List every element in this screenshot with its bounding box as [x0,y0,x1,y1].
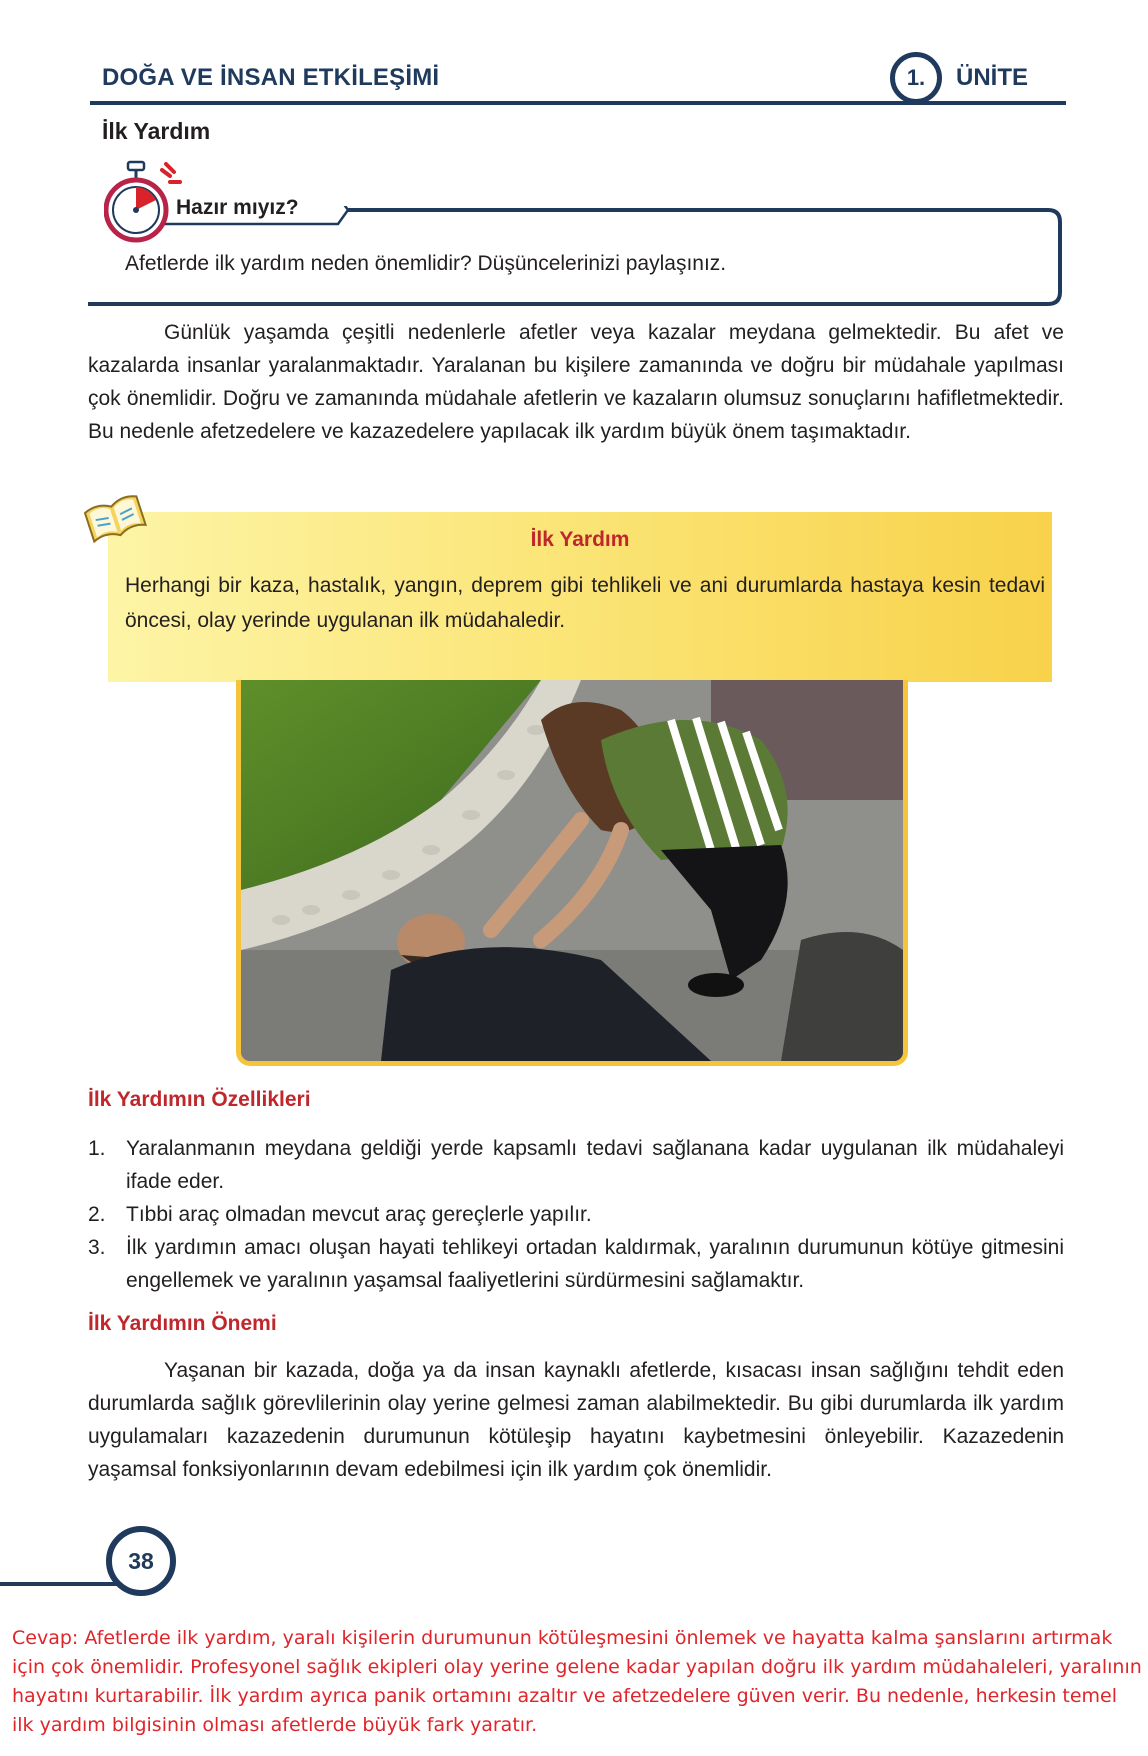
section-title: İlk Yardım [102,118,211,144]
page-header-title: DOĞA VE İNSAN ETKİLEŞİMİ [102,64,440,91]
list-item-text: Yaralanmanın meydana geldiği yerde kapsamlı tedavi sağlanana kadar uygulanan ilk müdahaleyi ifade eder. [126,1137,1064,1193]
intro-paragraph-text: Günlük yaşamda çeşitli nedenlerle afetler veya kazalar meydana gelmektedir. Bu afet ve kazalarda insanlar yaralanmaktadır. Yaralanan bu kişilere zamanında ve doğru bir müdahale yapılması çok önemlidir. Doğru ve zamanında müdahale afetlerin ve kazaların olumsuz sonuçlarını hafifletmektedir. Bu nedenle afetzedelere ve kazazedelere yapılacak ilk yardım büyük önem taşımaktadır. [88,321,1064,443]
answer-text: Cevap: Afetlerde ilk yardım, yaralı kişilerin durumunun kötüleşmesini önlemek ve hayatta kalma şanslarını artırmak için çok önemlidir. Profesyonel sağlık ekipleri olay yerine gelene kadar yapılan doğru ilk yardım müdahaleleri, yaralının hayatını kurtarabilir. İlk yardım ayrıca panik ortamını azaltır ve afetzedelere güven verir. Bu nedenle, herkesin temel ilk yardım bilgisinin olması afetlerde büyük fark yaratır. [12,1627,1142,1736]
unit-number: 1. [906,65,926,90]
features-heading: İlk Yardımın Özellikleri [88,1088,311,1111]
importance-heading: İlk Yardımın Önemi [88,1312,277,1335]
importance-paragraph [88,1354,1064,1486]
list-item-text: İlk yardımın amacı oluşan hayati tehlikeyi ortadan kaldırmak, yaralının durumunun kötüye gitmesini engellemek ve yaralının yaşamsal faaliyetlerini sürdürmesini sağlamaktır. [126,1236,1064,1292]
list-item-number: 2. [88,1203,106,1226]
definition-text: Herhangi bir kaza, hastalık, yangın, deprem gibi tehlikeli ve ani durumlarda hastaya kesin tedavi öncesi, olay yerinde uygulanan ilk müdahaledir. [125,574,1045,632]
page-number: 38 [128,1547,154,1574]
unit-number-badge [890,52,942,104]
list-item-number: 1. [88,1137,106,1160]
list-item [88,1231,1064,1297]
ready-box-label: Hazır mıyız? [176,196,299,219]
first-aid-scene-illustration [241,680,903,1061]
unit-label: ÜNİTE [956,64,1028,91]
definition-title: İlk Yardım [530,528,630,551]
intro-paragraph [88,316,1064,448]
page-number-rule [0,1582,118,1586]
list-item [88,1132,1064,1198]
list-item [88,1198,1064,1231]
ready-box-question: Afetlerde ilk yardım neden önemlidir? Düşüncelerinizi paylaşınız. [125,252,727,275]
list-item-number: 3. [88,1236,106,1259]
importance-paragraph-text: Yaşanan bir kazada, doğa ya da insan kaynaklı afetlerde, kısacası insan sağlığını tehdit eden durumlarda sağlık görevlilerinin olay yerine gelmesi zaman alabilmektedir. Bu gibi durumlarda ilk yardım uygulamaları kazazedenin durumunun kötüleşip hayatını kaybetmesini önleyebilir. Kazazedenin yaşamsal fonksiyonlarının devam edebilmesi için ilk yardım çok önemlidir. [88,1359,1064,1481]
list-item-text: Tıbbi araç olmadan mevcut araç gereçlerle yapılır. [126,1203,592,1226]
page-number-badge [106,1526,176,1596]
features-list [88,1132,1064,1297]
first-aid-photo [236,680,908,1066]
